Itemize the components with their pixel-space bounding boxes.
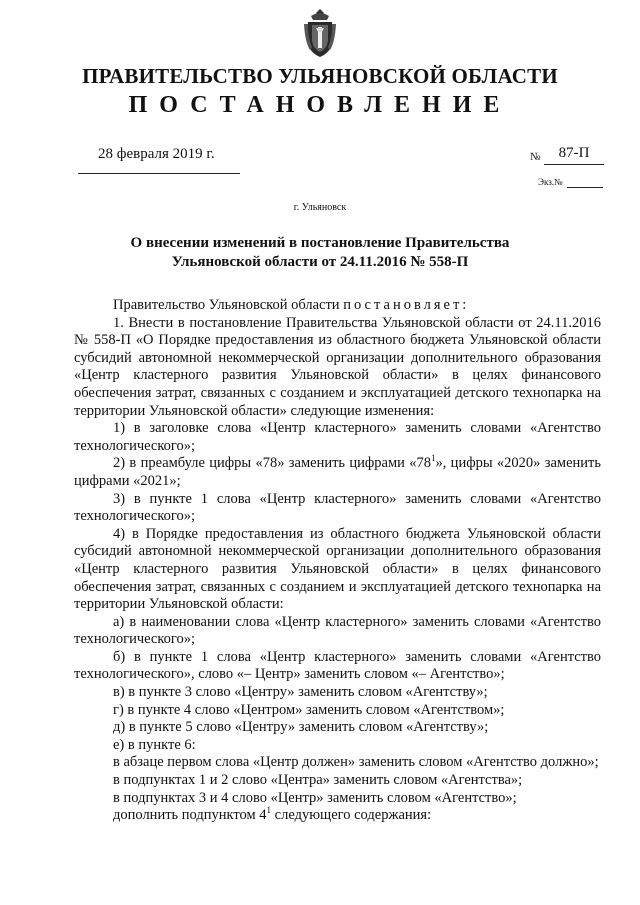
add-subpoint-text-b: следующего содержания: (271, 807, 432, 824)
paragraph-subpoints-3-4: в подпунктах 3 и 4 слово «Центр» заменить словом «Агентство»; (113, 789, 517, 806)
paragraph-subitem-3: 3) в пункте 1 слова «Центр кластерного» заменить словами «Агентство технологического»; (74, 490, 601, 525)
number-underline (544, 164, 604, 165)
document-number: 87-П (558, 145, 590, 161)
paragraph-add-subpoint (74, 807, 601, 825)
document-body (74, 297, 601, 825)
paragraph-abzac-1: в абзаце первом слова «Центр должен» заменить словом «Агентство должно»; (113, 754, 599, 771)
subitem-2-text-b: », цифры «2020» заменить цифрами «2021»; (74, 455, 601, 489)
paragraph-letter-a: а) в наименовании слова «Центр кластерного» заменить словами «Агентство технологического»; (74, 613, 601, 648)
superscript: 1 (266, 805, 272, 816)
paragraph-preamble (74, 297, 601, 315)
title-line-1: О внесении изменений в постановление Правительства (130, 235, 510, 251)
paragraph-item-1: 1. Внести в постановление Правительства Ульяновской области от 24.11.2016 № 558-П «О Порядке предоставления из областного бюджета Ульяновской области субсидий автономной некоммерческой организации дополнительного образования «Центр кластерного развития Ульяновской области» в целях финансового обеспечения затрат, связанных с созданием и эксплуатацией детского технопарка на территории Ульяновской области» следующие изменения: (74, 314, 601, 419)
subitem-2-text-a: 2) в преамбуле цифры «78» заменить цифрами «78 (113, 455, 431, 472)
paragraph-letter-e: е) в пункте 6: (113, 736, 196, 753)
document-type: ПОСТАНОВЛЕНИЕ (128, 92, 512, 118)
paragraph-subitem-2 (74, 455, 601, 490)
government-name: ПРАВИТЕЛЬСТВО УЛЬЯНОВСКОЙ ОБЛАСТИ (82, 64, 558, 88)
paragraph-subpoints-1-2: в подпунктах 1 и 2 слово «Центра» заменить словом «Агентства»; (113, 772, 523, 789)
superscript: 1 (430, 453, 436, 464)
document-title (100, 234, 540, 272)
number-label: № (530, 151, 541, 163)
date-underline (78, 173, 240, 174)
coat-of-arms-icon (302, 6, 338, 60)
paragraph-subitem-4: 4) в Порядке предоставления из областного бюджета Ульяновской области субсидий автономной некоммерческой организации дополнительного образования «Центр кластерного развития Ульяновской области» в целях финансового обеспечения затрат, связанных с созданием и эксплуатацией детского технопарка на территории Ульяновской области: (74, 525, 601, 613)
preamble-text: Правительство Ульяновской области (113, 297, 344, 313)
document-date: 28 февраля 2019 г. (98, 146, 215, 162)
paragraph-letter-b: б) в пункте 1 слова «Центр кластерного» заменить словами «Агентство технологического», слово «– Центр» заменить словом «– Агентство»; (74, 648, 601, 683)
preamble-verb: постановляет: (343, 297, 470, 313)
paragraph-letter-d: д) в пункте 5 слово «Центру» заменить словом «Агентству»; (113, 719, 489, 736)
copy-number-label: Экз.№ (538, 177, 563, 187)
city: г. Ульяновск (293, 202, 347, 213)
copy-number-underline (567, 187, 603, 188)
paragraph-subitem-1: 1) в заголовке слова «Центр кластерного» заменить словами «Агентство технологического»; (74, 420, 601, 454)
add-subpoint-text-a: дополнить подпунктом 4 (113, 807, 267, 824)
title-line-2: Ульяновской области от 24.11.2016 № 558-П (171, 254, 469, 270)
paragraph-letter-g: г) в пункте 4 слово «Центром» заменить словом «Агентством»; (113, 701, 505, 718)
paragraph-letter-v: в) в пункте 3 слово «Центру» заменить словом «Агентству»; (113, 684, 488, 701)
